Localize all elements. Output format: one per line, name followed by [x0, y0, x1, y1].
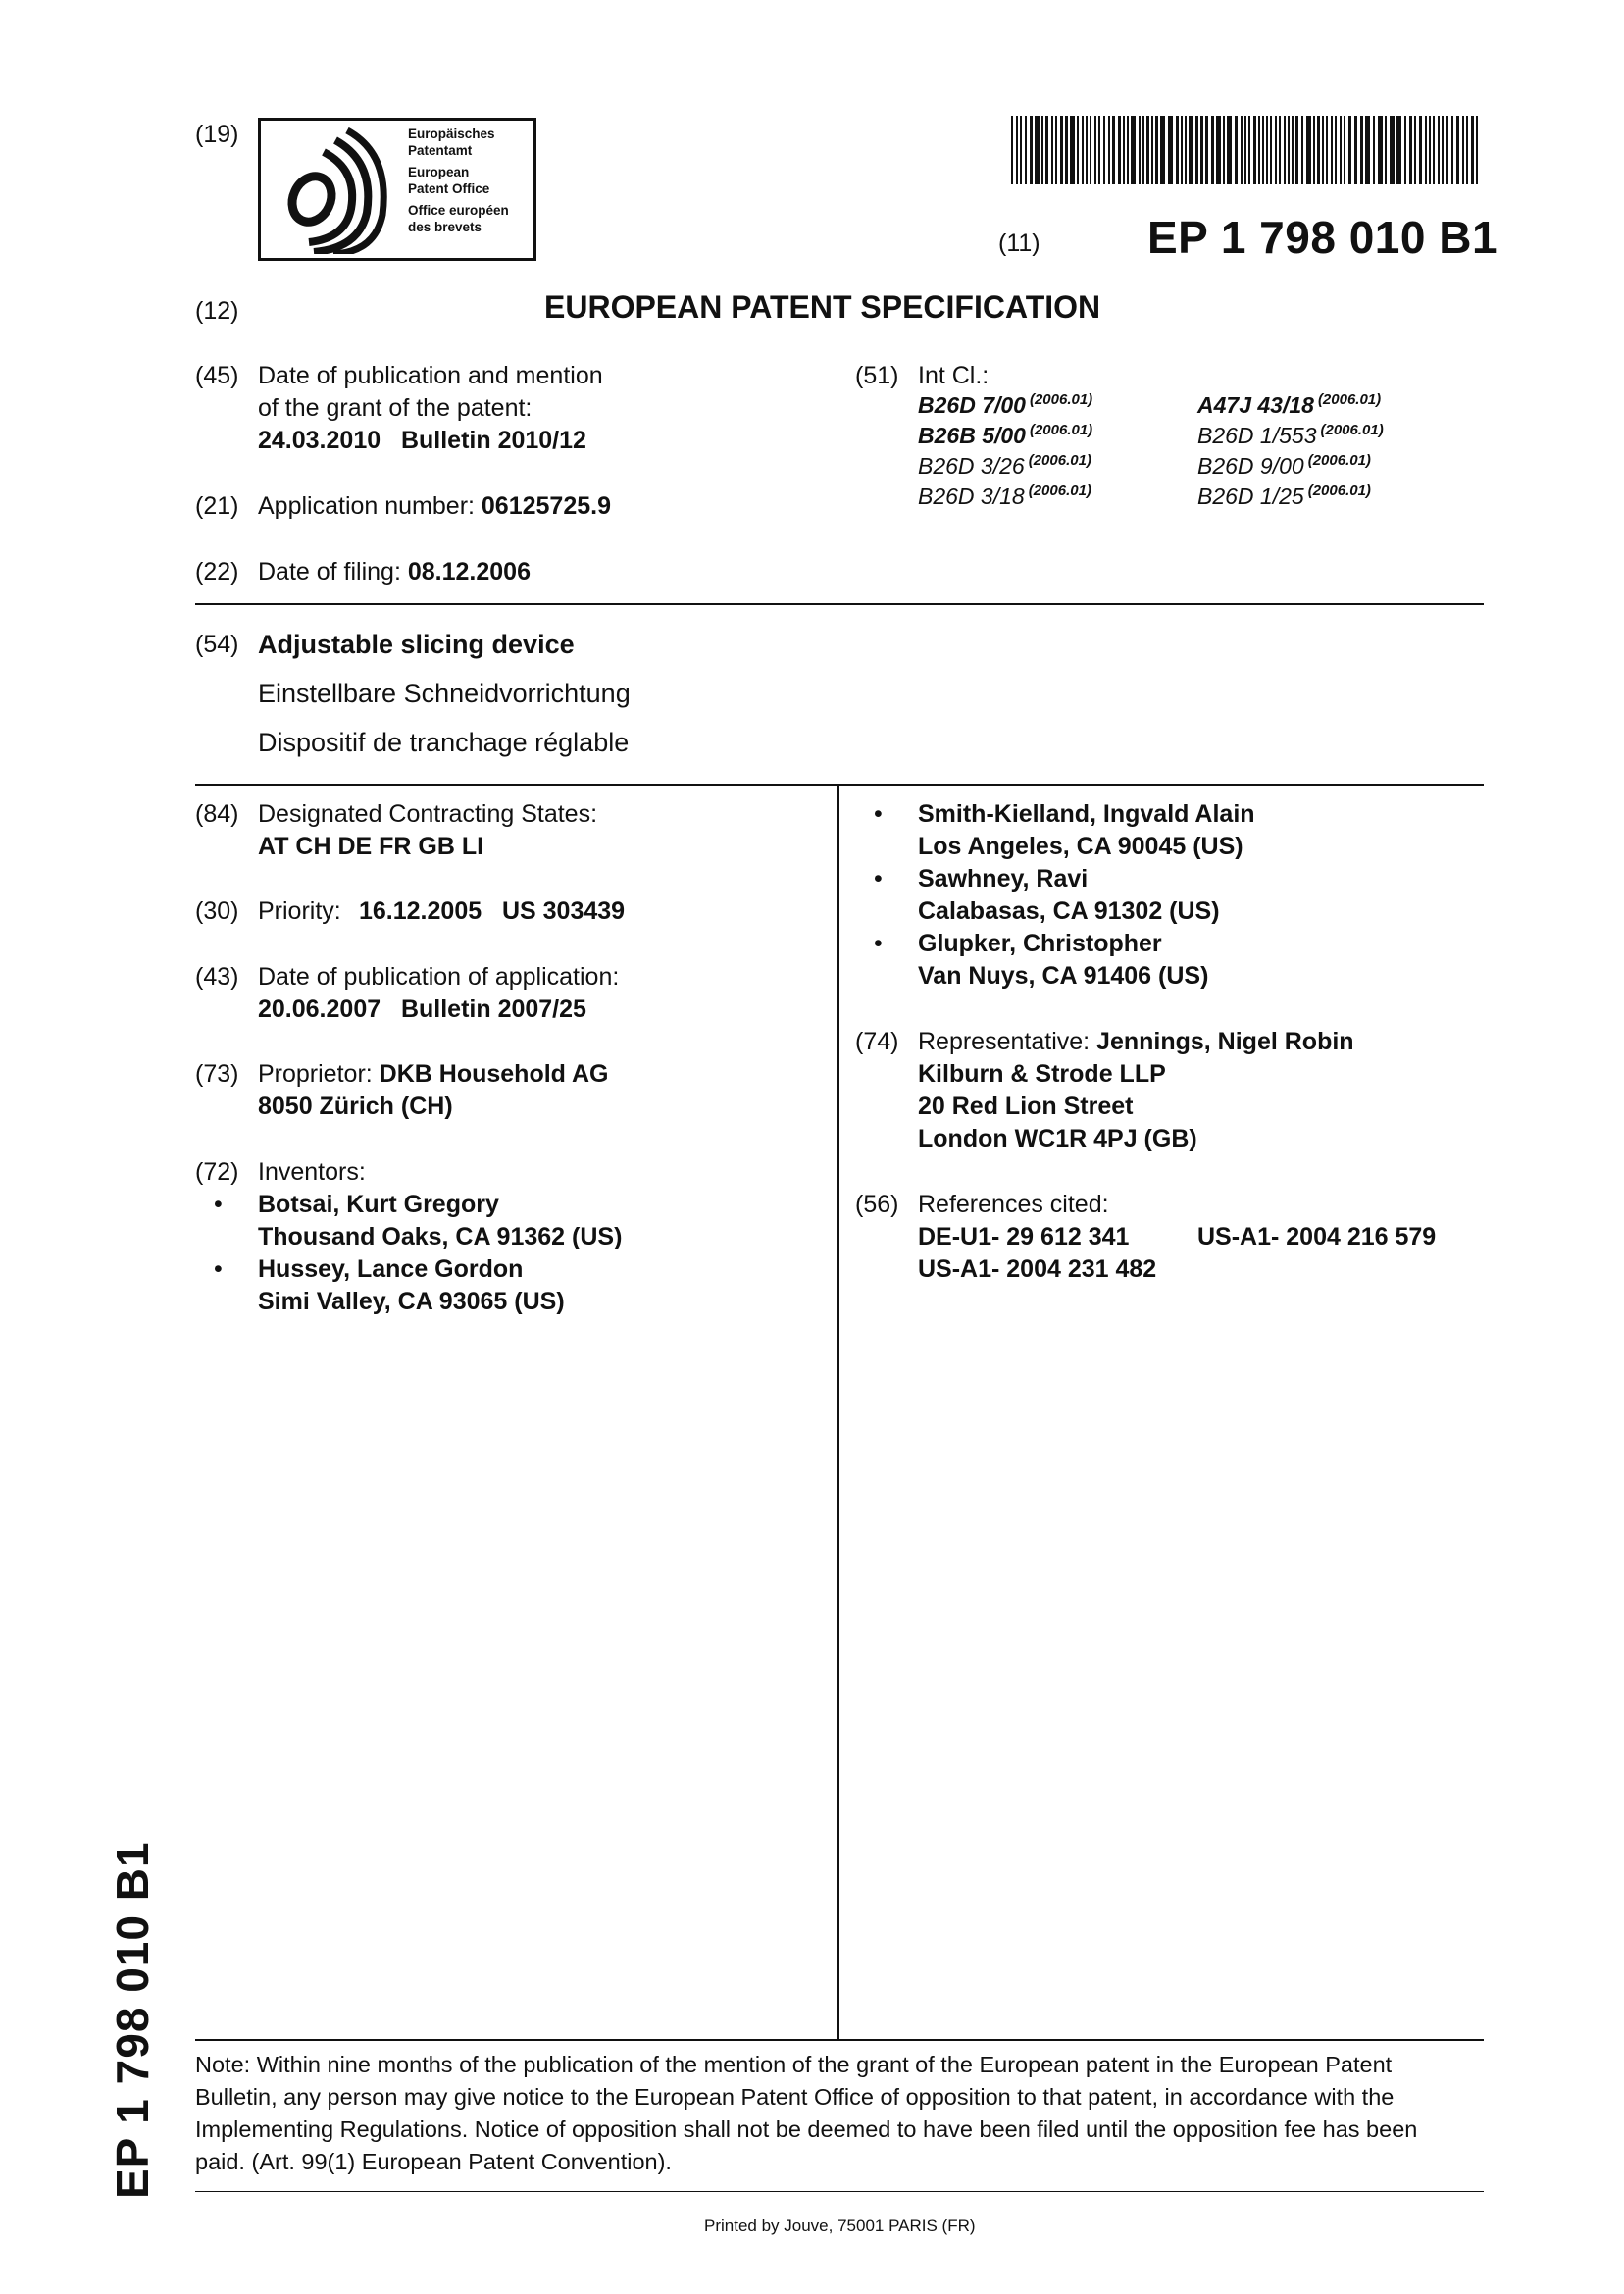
divider-1	[195, 603, 1484, 605]
code-43: (43)	[195, 963, 239, 991]
filing-date: 08.12.2006	[407, 558, 531, 586]
inventor-address: Thousand Oaks, CA 91362 (US)	[258, 1223, 623, 1250]
code-11: (11)	[998, 229, 1040, 257]
field-22	[258, 556, 531, 588]
side-publication-number: EP 1 798 010 B1	[107, 1841, 158, 2199]
ipc-class: B26D 3/18	[918, 484, 1025, 509]
inventor-address: Simi Valley, CA 93065 (US)	[258, 1288, 565, 1315]
office-name-fr-1: Office européen	[408, 203, 509, 218]
ipc-version: (2006.01)	[1028, 452, 1091, 470]
bullet: •	[214, 1255, 223, 1283]
ipc-class: B26D 9/00	[1197, 453, 1304, 479]
field-21-label: Application number:	[258, 492, 482, 520]
proprietor-address: 8050 Zürich (CH)	[258, 1093, 453, 1120]
code-19: (19)	[195, 121, 239, 148]
field-74-label: Representative:	[918, 1028, 1097, 1055]
code-30: (30)	[195, 897, 239, 925]
inventor-name: Botsai, Kurt Gregory	[258, 1191, 499, 1218]
priority-value: 16.12.2005 US 303439	[359, 897, 626, 925]
field-73	[258, 1058, 608, 1091]
divider-3	[195, 2039, 1484, 2041]
application-number: 06125725.9	[481, 492, 611, 520]
representative-city: London WC1R 4PJ (GB)	[918, 1125, 1197, 1152]
proprietor-name: DKB Household AG	[379, 1060, 609, 1088]
code-73: (73)	[195, 1060, 239, 1088]
representative-street: 20 Red Lion Street	[918, 1093, 1134, 1120]
field-72-label: Inventors:	[258, 1158, 366, 1186]
ipc-version: (2006.01)	[1028, 483, 1091, 500]
ipc-version: (2006.01)	[1307, 483, 1371, 500]
code-72: (72)	[195, 1158, 239, 1186]
field-45-value: 24.03.2010 Bulletin 2010/12	[258, 427, 586, 454]
ipc-version: (2006.01)	[1307, 452, 1371, 470]
bullet: •	[874, 865, 883, 892]
int-cl-col-2	[1197, 390, 1384, 512]
opposition-note	[195, 2049, 1417, 2178]
inventor-name: Glupker, Christopher	[918, 930, 1162, 957]
office-name-de-1: Europäisches	[408, 127, 495, 141]
ipc-class-row	[1197, 482, 1384, 512]
representative-firm: Kilburn & Strode LLP	[918, 1060, 1166, 1088]
field-43-label: Date of publication of application:	[258, 963, 620, 991]
ipc-class-row	[1197, 390, 1384, 421]
field-56-label: References cited:	[918, 1191, 1109, 1218]
title-fr: Dispositif de tranchage réglable	[258, 728, 630, 757]
application-publication: 20.06.2007 Bulletin 2007/25	[258, 995, 586, 1023]
ipc-version: (2006.01)	[1029, 422, 1093, 439]
divider-4	[195, 2191, 1484, 2192]
office-name-fr-2: des brevets	[408, 219, 482, 234]
barcode	[1011, 116, 1482, 184]
int-cl-col-1	[918, 390, 1092, 512]
designated-states: AT CH DE FR GB LI	[258, 833, 484, 860]
inventor-address: Van Nuys, CA 91406 (US)	[918, 962, 1209, 990]
code-21: (21)	[195, 492, 239, 520]
divider-2	[195, 784, 1484, 786]
bullet: •	[214, 1191, 223, 1218]
code-45: (45)	[195, 362, 239, 389]
epo-logo	[258, 118, 536, 261]
document-type: EUROPEAN PATENT SPECIFICATION	[544, 289, 1101, 325]
ipc-class: B26D 7/00	[918, 392, 1026, 418]
inventor-address: Calabasas, CA 91302 (US)	[918, 897, 1220, 925]
reference-cited: DE-U1- 29 612 341	[918, 1223, 1130, 1250]
ipc-class-row	[1197, 451, 1384, 482]
field-74	[918, 1026, 1354, 1058]
field-21	[258, 490, 611, 523]
printer-footer: Printed by Jouve, 75001 PARIS (FR)	[704, 2217, 976, 2235]
inventor-name: Hussey, Lance Gordon	[258, 1255, 524, 1283]
code-54: (54)	[195, 631, 239, 658]
field-84-label: Designated Contracting States:	[258, 800, 598, 828]
field-22-label: Date of filing:	[258, 558, 408, 586]
ipc-class-row	[918, 421, 1092, 451]
note-line: Implementing Regulations. Notice of opposition shall not be deemed to have been filed until the opposition fee has been	[195, 2116, 1418, 2142]
reference-cited: US-A1- 2004 231 482	[918, 1255, 1157, 1283]
publication-number: EP 1 798 010 B1	[1147, 212, 1498, 263]
code-84: (84)	[195, 800, 239, 828]
ipc-class: B26D 3/26	[918, 453, 1025, 479]
inventor-address: Los Angeles, CA 90045 (US)	[918, 833, 1243, 860]
reference-cited: US-A1- 2004 216 579	[1197, 1223, 1437, 1250]
field-45-label-2: of the grant of the patent:	[258, 394, 533, 422]
office-name-en-2: Patent Office	[408, 180, 490, 196]
code-74: (74)	[855, 1028, 899, 1055]
code-22: (22)	[195, 558, 239, 586]
inventor-name: Sawhney, Ravi	[918, 865, 1089, 892]
ipc-version: (2006.01)	[1029, 391, 1093, 409]
ipc-version: (2006.01)	[1320, 422, 1384, 439]
ipc-class-row	[918, 390, 1092, 421]
epo-logo-icon	[265, 123, 402, 254]
ipc-class: B26D 1/553	[1197, 423, 1317, 448]
column-divider	[837, 784, 839, 2039]
code-51: (51)	[855, 362, 899, 389]
representative-name: Jennings, Nigel Robin	[1096, 1028, 1354, 1055]
bullet: •	[874, 930, 883, 957]
office-name-de-2: Patentamt	[408, 142, 473, 158]
inventor-name: Smith-Kielland, Ingvald Alain	[918, 800, 1255, 828]
ipc-class-row	[1197, 421, 1384, 451]
field-45-label-1: Date of publication and mention	[258, 362, 603, 389]
ipc-class-row	[918, 482, 1092, 512]
office-name-en-1: European	[408, 165, 470, 179]
bullet: •	[874, 800, 883, 828]
note-line: Bulletin, any person may give notice to the European Patent Office of opposition to that patent, in accordance with the	[195, 2084, 1395, 2110]
int-cl-label: Int Cl.:	[918, 362, 990, 389]
ipc-class: B26B 5/00	[918, 423, 1026, 448]
field-30-label: Priority:	[258, 897, 341, 925]
ipc-class: A47J 43/18	[1197, 392, 1314, 418]
field-73-label: Proprietor:	[258, 1060, 380, 1088]
code-56: (56)	[855, 1191, 899, 1218]
ipc-class: B26D 1/25	[1197, 484, 1304, 509]
ipc-version: (2006.01)	[1317, 391, 1382, 409]
ipc-class-row	[918, 451, 1092, 482]
title-de: Einstellbare Schneidvorrichtung	[258, 679, 631, 708]
note-line: Note: Within nine months of the publication of the mention of the grant of the European patent in the European Patent	[195, 2052, 1393, 2077]
code-12: (12)	[195, 297, 239, 325]
title-en: Adjustable slicing device	[258, 630, 575, 659]
note-line: paid. (Art. 99(1) European Patent Convention).	[195, 2149, 672, 2174]
